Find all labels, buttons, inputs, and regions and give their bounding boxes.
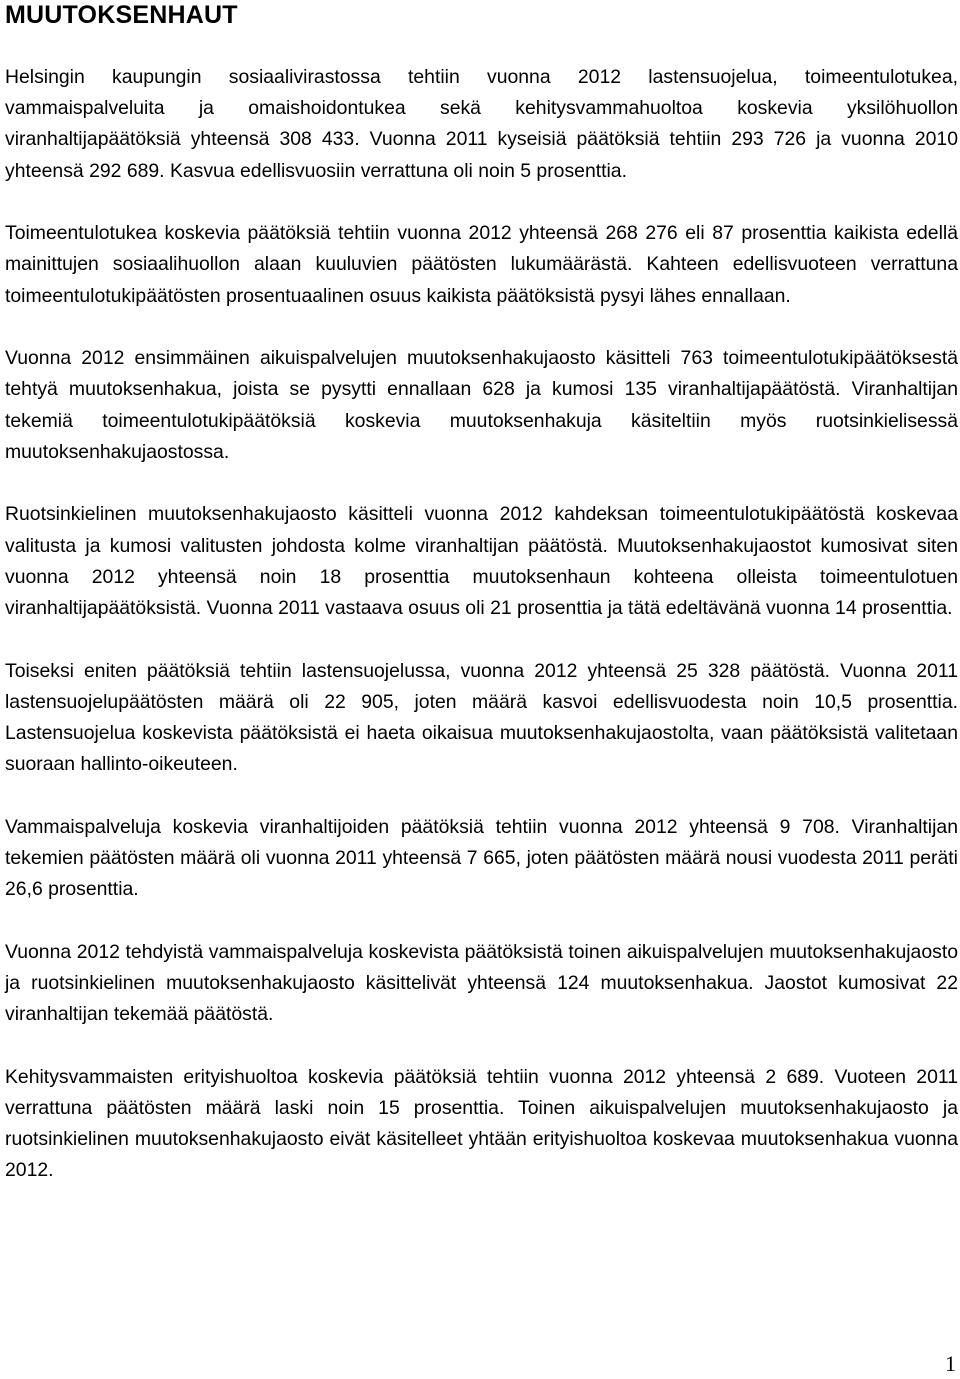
document-page [5,0,958,1187]
paragraph-disability-appeals: Vuonna 2012 tehdyistä vammaispalveluja koskevista päätöksistä toinen aikuispalvelujen muutoksenhakujaosto ja ruotsinkielinen muutoksenhakujaosto käsittelivät yhteensä 124 muutoksenhakua. Jaostot kumosivat 22 viranhaltijan tekemää päätöstä. [5,940,958,1026]
paragraph-child-welfare: Toiseksi eniten päätöksiä tehtiin lastensuojelussa, vuonna 2012 yhteensä 25 328 päätöstä. Vuonna 2011 lastensuojelupäätösten määrä oli 22 905, joten määrä kasvoi edellisvuodesta noin 10,5 prosenttia. Lastensuojelua koskevista päätöksistä ei haeta oikaisua muutoksenhakujaostolta, vaan päätöksistä valitetaan suoraan hallinto-oikeuteen. [5,659,958,776]
paragraph-special-care: Kehitysvammaisten erityishuoltoa koskevia päätöksiä tehtiin vuonna 2012 yhteensä 2 689. Vuoteen 2011 verrattuna päätösten määrä laski noin 15 prosenttia. Toinen aikuispalvelujen muutoksenhakujaosto ja ruotsinkielinen muutoksenhakujaosto eivät käsitelleet yhtään erityishuoltoa koskevaa muutoksenhakua vuonna 2012. [5,1065,958,1182]
paragraph-swedish-appeals-section: Ruotsinkielinen muutoksenhakujaosto käsitteli vuonna 2012 kahdeksan toimeentulotukipäätöstä koskevaa valitusta ja kumosi valitusten johdosta kolme viranhaltijan päätöstä. Muutoksenhakujaostot kumosivat siten vuonna 2012 yhteensä noin 18 prosenttia muutoksenhaun kohteena olleista toimeentulotuen viranhaltijapäätöksistä. Vuonna 2011 vastaava osuus oli 21 prosenttia ja tätä edeltävänä vuonna 14 prosenttia. [5,503,958,620]
page-title: MUUTOKSENHAUT [5,1,238,29]
page-number: 1 [945,1351,956,1376]
paragraph-income-support-decisions: Toimeentulotukea koskevia päätöksiä tehtiin vuonna 2012 yhteensä 268 276 eli 87 prosenttia kaikista edellä mainittujen sosiaalihuollon alaan kuuluvien päätösten lukumäärästä. Kahteen edellisvuoteen verrattuna toimeentulotukipäätösten prosentuaalinen osuus kaikista päätöksistä pysyi lähes ennallaan. [5,222,958,307]
paragraph-decisions-total: Helsingin kaupungin sosiaalivirastossa tehtiin vuonna 2012 lastensuojelua, toimeentulotukea, vammaispalveluita ja omaishoidontukea sekä kehitysvammahuoltoa koskevia yksilöhuollon viranhaltijapäätöksiä yhteensä 308 433. Vuonna 2011 kyseisiä päätöksiä tehtiin 293 726 ja vuonna 2010 yhteensä 292 689. Kasvua edellisvuosiin verrattuna oli noin 5 prosenttia. [5,66,958,182]
paragraph-disability-services: Vammaispalveluja koskevia viranhaltijoiden päätöksiä tehtiin vuonna 2012 yhteensä 9 708. Viranhaltijan tekemien päätösten määrä oli vuonna 2011 yhteensä 7 665, joten päätösten määrä nousi vuodesta 2011 peräti 26,6 prosenttia. [5,815,958,901]
paragraph-appeals-first-section: Vuonna 2012 ensimmäinen aikuispalvelujen muutoksenhakujaosto käsitteli 763 toimeentulotukipäätöksestä tehtyä muutoksenhakua, joista se pysytti ennallaan 628 ja kumosi 135 viranhaltijapäätöstä. Viranhaltijan tekemiä toimeentulotukipäätöksiä koskevia muutoksenhakuja käsiteltiin myös ruotsinkielisessä muutoksenhakujaostossa. [5,347,958,463]
